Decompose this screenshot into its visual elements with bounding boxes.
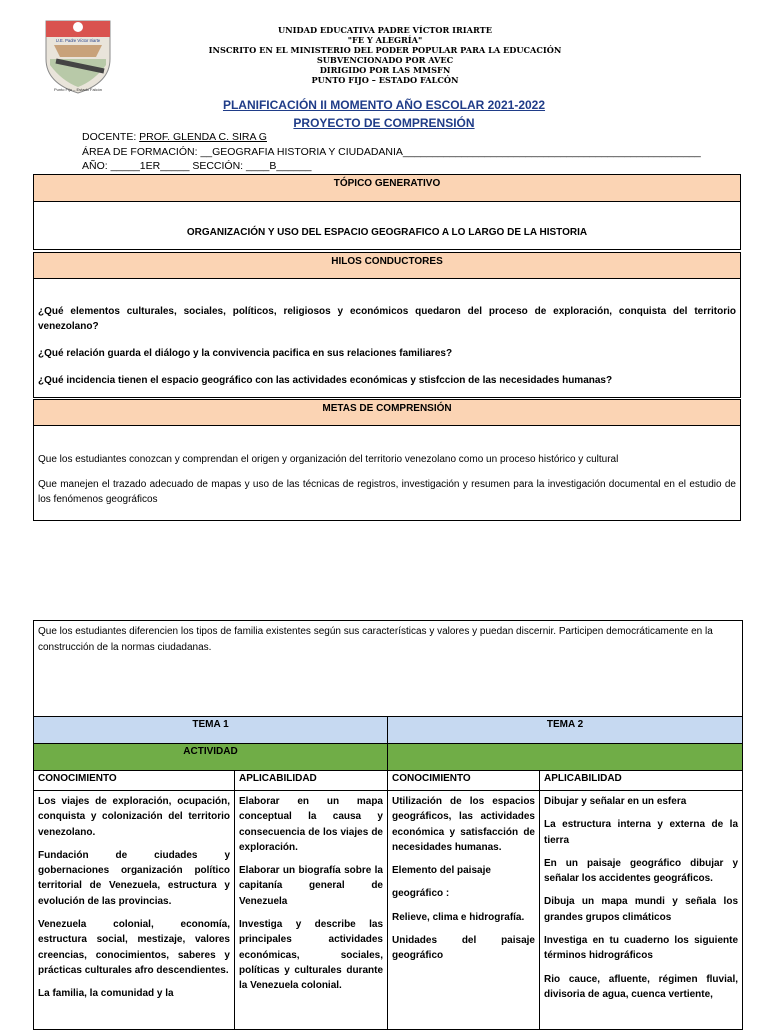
seccion-label: SECCIÓN: bbox=[189, 160, 247, 172]
col-conocimiento-tema2: CONOCIMIENTO bbox=[388, 771, 540, 791]
table-intro-text: Que los estudiantes diferencien los tipos de familia existentes según sus características y valores y puedan discernir. Participen democráticamente en la construcción de la normas ciudadanas. bbox=[34, 621, 743, 717]
institution-line: UNIDAD EDUCATIVA PADRE VÍCTOR IRIARTE bbox=[278, 25, 492, 35]
area-label: ÁREA DE FORMACIÓN: bbox=[82, 146, 201, 158]
content-paragraph: Fundación de ciudades y gobernaciones organización político territorial de Venezuela, estructura y evolución de las provincias. bbox=[38, 849, 230, 907]
anio-value: _____1ER_____ bbox=[110, 160, 190, 172]
content-paragraph: Elaborar un biografía sobre la capitanía general de Venezuela bbox=[239, 865, 383, 907]
institution-header bbox=[150, 25, 620, 85]
col-aplicabilidad-tema2: APLICABILIDAD bbox=[540, 771, 743, 791]
hilos-question: ¿Qué incidencia tienen el espacio geográfico con las actividades económicas y stisfccion de las necesidades humanas? bbox=[38, 375, 613, 386]
tema1-conocimiento-cell bbox=[34, 791, 235, 1030]
hilos-heading: HILOS CONDUCTORES bbox=[33, 252, 741, 279]
institution-line: SUBVENCIONADO POR AVEC bbox=[316, 55, 454, 65]
docente-line bbox=[82, 131, 267, 143]
logo-subtext: Punto Fijo – Estado Falcón bbox=[53, 87, 103, 92]
docente-value: PROF. GLENDA C. SIRA G bbox=[139, 131, 267, 143]
anio-label: AÑO: bbox=[82, 160, 111, 172]
tema2-header: TEMA 2 bbox=[388, 717, 743, 744]
institution-line: DIRIGIDO POR LAS MMSFN bbox=[319, 65, 451, 75]
tema2-aplicabilidad-cell bbox=[540, 791, 743, 1030]
content-paragraph: La estructura interna y externa de la tierra bbox=[544, 819, 739, 846]
school-logo bbox=[40, 15, 116, 95]
content-paragraph: Utilización de los espacios geográficos, las actividades económica y satisfacción de necesidades humanas. bbox=[392, 796, 535, 853]
content-paragraph: En un paisaje geográfico dibujar y señalar los accidentes geográficos. bbox=[544, 857, 739, 885]
content-paragraph: Dibuja un mapa mundi y señala los grandes grupos climáticos bbox=[544, 896, 739, 923]
col-aplicabilidad-tema1: APLICABILIDAD bbox=[235, 771, 388, 791]
content-paragraph: geográfico : bbox=[392, 888, 450, 900]
content-paragraph: Investiga en tu cuaderno los siguiente términos hidrográficos bbox=[544, 935, 739, 962]
content-paragraph: Investiga y describe las principales actividades económicas, sociales, políticas y culturales durante la Venezuela colonial. bbox=[239, 919, 383, 992]
topico-heading: TÓPICO GENERATIVO bbox=[33, 174, 741, 202]
institution-line: INSCRITO EN EL MINISTERIO DEL PODER POPULAR PARA LA EDUCACIÓN bbox=[208, 45, 562, 55]
metas-goal: Que manejen el trazado adecuado de mapas y uso de las técnicas de registros, investigación y resumen para la investigación documental en el estudio de los fenómenos geográficos bbox=[38, 479, 736, 505]
page-title: PLANIFICACIÓN II MOMENTO AÑO ESCOLAR 2021-2022 bbox=[222, 98, 546, 112]
col-conocimiento-tema1: CONOCIMIENTO bbox=[34, 771, 235, 791]
topico-text: ORGANIZACIÓN Y USO DEL ESPACIO GEOGRAFICO A LO LARGO DE LA HISTORIA bbox=[186, 227, 588, 238]
content-paragraph: Elemento del paisaje bbox=[392, 865, 491, 877]
tema1-header: TEMA 1 bbox=[34, 717, 388, 744]
actividad-header: ACTIVIDAD bbox=[34, 744, 388, 771]
content-paragraph: Dibujar y señalar en un esfera bbox=[544, 796, 687, 807]
tema1-aplicabilidad-cell bbox=[235, 791, 388, 1030]
content-paragraph: La familia, la comunidad y la bbox=[38, 988, 174, 1000]
seccion-value: ____B______ bbox=[246, 160, 312, 172]
institution-line: "FE Y ALEGRÍA" bbox=[347, 35, 423, 45]
tema2-conocimiento-cell bbox=[388, 791, 540, 1030]
area-value: __GEOGRAFIA HISTORIA Y CIUDADANIA___________________________________________________ bbox=[200, 146, 701, 158]
content-paragraph: Elaborar en un mapa conceptual la causa y consecuencia de los viajes de exploración. bbox=[239, 796, 383, 853]
hilos-question: ¿Qué elementos culturales, sociales, políticos, religiosos y económicos quedaron del proceso de exploración, conquista del territorio venezolano? bbox=[38, 306, 736, 332]
metas-heading: METAS DE COMPRENSIÓN bbox=[33, 399, 741, 426]
content-paragraph: Venezuela colonial, economía, estructura social, mestizaje, valores creencias, conocimientos, saberes y prácticas culturales afro descendientes. bbox=[38, 919, 230, 976]
anio-line bbox=[82, 160, 311, 172]
institution-line: PUNTO FIJO – ESTADO FALCÓN bbox=[311, 75, 459, 85]
page-subtitle: PROYECTO DE COMPRENSIÓN bbox=[293, 116, 475, 130]
content-paragraph: Unidades del paisaje geográfico bbox=[392, 935, 535, 962]
hilos-question: ¿Qué relación guarda el diálogo y la convivencia pacifica en sus relaciones familiares? bbox=[38, 348, 453, 359]
logo-text: U.E. Padre Víctor Iriarte bbox=[55, 38, 101, 43]
content-paragraph: Relieve, clima e hidrografía. bbox=[392, 911, 525, 923]
metas-goal: Que los estudiantes conozcan y comprendan el origen y organización del territorio venezolano como un proceso histórico y cultural bbox=[38, 454, 619, 465]
actividad-empty-cell bbox=[388, 744, 743, 771]
activities-table bbox=[33, 620, 743, 1030]
area-line bbox=[82, 146, 701, 158]
content-paragraph: Rio cauce, afluente, régimen fluvial, divisoria de agua, cuenca vertiente, bbox=[544, 973, 739, 1000]
content-paragraph: Los viajes de exploración, ocupación, conquista y colonización del territorio venezolano. bbox=[38, 796, 230, 838]
docente-label: DOCENTE: bbox=[82, 131, 140, 143]
